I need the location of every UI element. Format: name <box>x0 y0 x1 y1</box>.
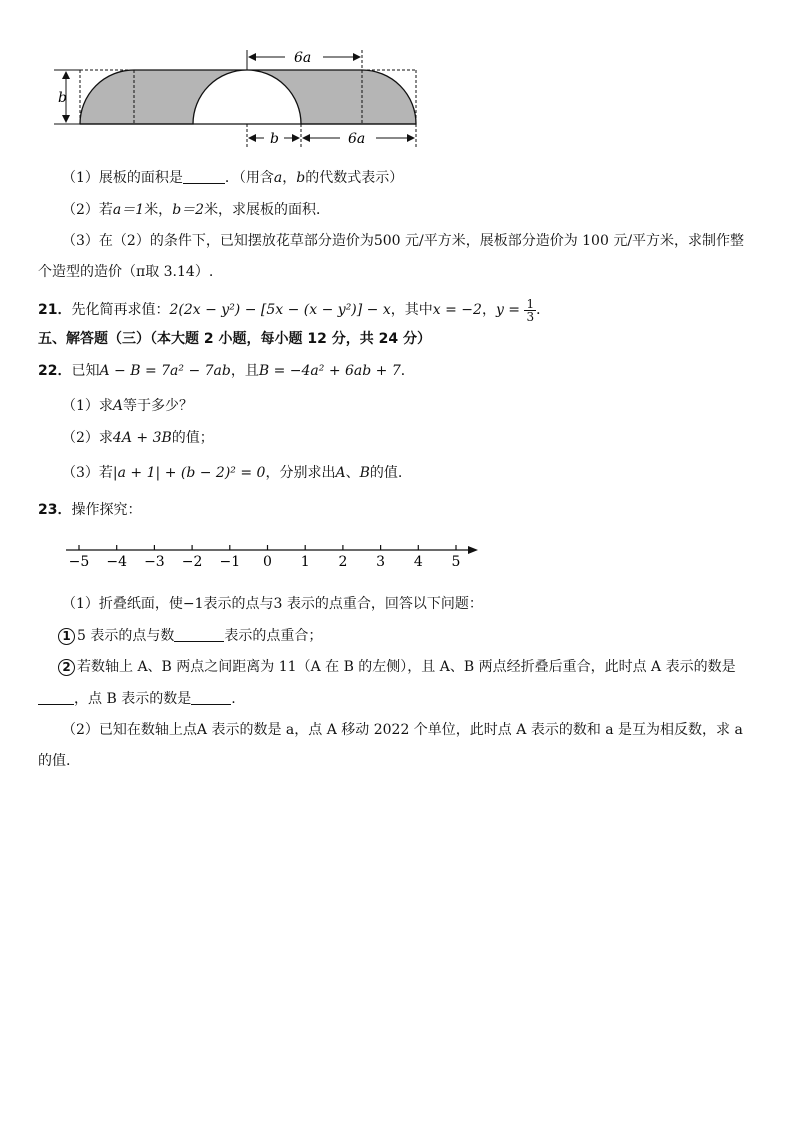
answer-blank[interactable] <box>191 690 231 705</box>
q22-part1: （1）求A等于多少？ <box>62 398 194 414</box>
q20-part1: （1）展板的面积是 ．（用含a，b的代数式表示） <box>62 170 404 186</box>
q22-part2: （2）求4A + 3B的值； <box>62 430 214 446</box>
number-line-tick-label: −1 <box>219 554 241 570</box>
number-line-tick-label: 5 <box>451 554 461 570</box>
q23-part1: （1）折叠纸面，使−1表示的点与3 表示的点重合，回答以下问题： <box>62 596 483 612</box>
fraction-one-third: $\frac{1}{3}$ <box>526 296 535 324</box>
q20-part3-line2: 个造型的造价（π取 3.14）. <box>38 264 214 280</box>
answer-blank[interactable] <box>183 169 225 184</box>
answer-blank[interactable] <box>38 690 74 705</box>
q23-part1-item2-line2: ，点 B 表示的数是 . <box>0 688 794 710</box>
q22-part3: （3）若|a + 1| + (b − 2)² = 0，分别求出A、B的值. <box>62 465 403 481</box>
number-line-tick-label: 0 <box>263 554 272 570</box>
number-line-tick-label: 1 <box>300 554 310 570</box>
label-b-bottom: b <box>270 131 279 147</box>
shaded-region-left <box>80 70 247 124</box>
exhibition-board-figure <box>0 40 794 155</box>
number-line-tick-label: 3 <box>376 554 386 570</box>
q23-stem: 23．操作探究： <box>38 502 142 518</box>
number-line <box>0 535 794 575</box>
q23-part1-item2-line1: 2 若数轴上 A、B 两点之间距离为 11（A 在 B 的左侧），且 A、B 两点经折叠后重合，此时点 A 表示的数是 <box>0 656 794 678</box>
circled-number-1: 1 <box>58 628 75 645</box>
q21: 21．先化简再求值：2(2x − y²) − [5x − (x − y²)] − x，其中x = −2，y = $\frac{1}{3}$ ． <box>38 296 551 324</box>
circled-number-2: 2 <box>58 659 75 676</box>
section-five-title: 五、解答题（三）（本大题 2 小题，每小题 12 分，共 24 分） <box>38 331 431 347</box>
label-b-left: b <box>58 90 67 106</box>
shaded-region-right <box>247 70 416 124</box>
number-line-tick-label: −4 <box>106 554 128 570</box>
answer-blank[interactable] <box>174 627 224 642</box>
q22-stem: 22．已知A − B = 7a² − 7ab，且B = −4a² + 6ab + 7． <box>38 363 415 379</box>
label-6a-bottom: 6a <box>348 131 366 147</box>
number-line-tick-label: −2 <box>181 554 203 570</box>
q23-part1-item1: 1 5 表示的点与数 表示的点重合； <box>0 625 794 647</box>
q23-part2-line1: （2）已知在数轴上点A 表示的数是 a，点 A 移动 2022 个单位，此时点 A 表示的数和 a 是互为相反数，求 a <box>62 722 743 738</box>
label-6a-top: 6a <box>294 50 312 66</box>
number-line-tick-label: −3 <box>144 554 165 570</box>
q23-part2-line2: 的值. <box>38 753 71 769</box>
q20-part3-line1: （3）在（2）的条件下，已知摆放花草部分造价为500 元/平方米，展板部分造价为 100 元/平方米，求制作整 <box>62 233 745 249</box>
q20-part2: （2）若a＝1米，b＝2米，求展板的面积． <box>62 202 331 218</box>
number-line-tick-label: 2 <box>338 554 348 570</box>
number-line-tick-label: −5 <box>68 554 90 570</box>
number-line-tick-label: 4 <box>413 554 423 570</box>
